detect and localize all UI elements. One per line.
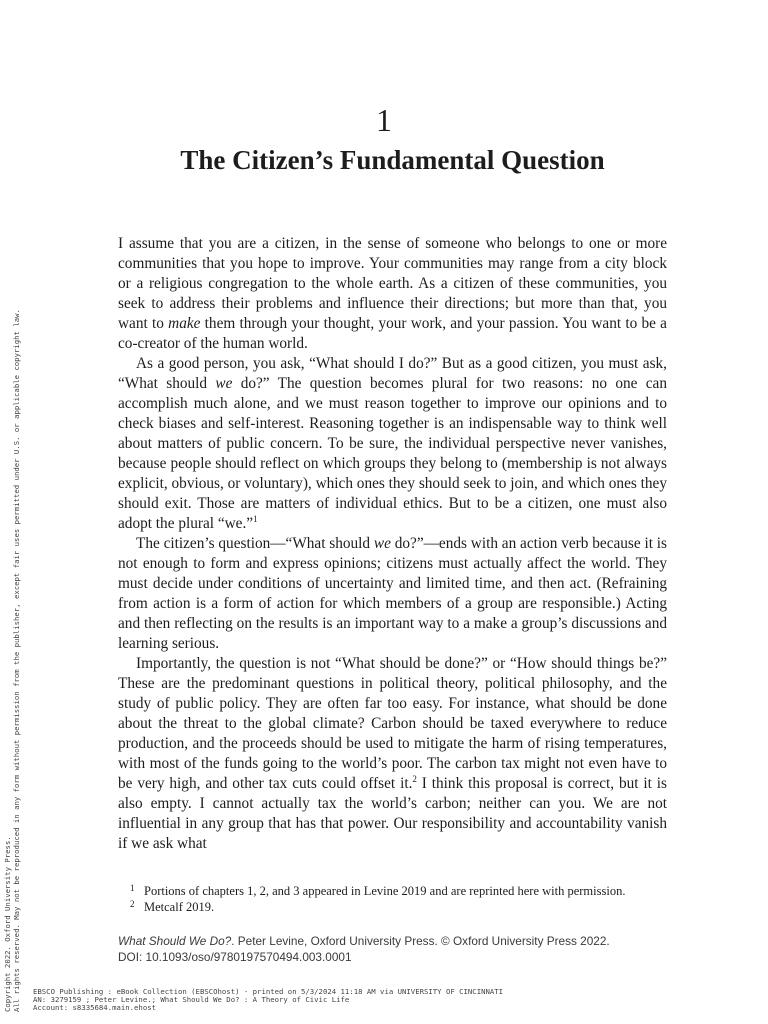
footnote-number: 1 [130,883,135,893]
paragraph-4 [118,654,667,854]
footnote-text: Portions of chapters 1, 2, and 3 appeared in Levine 2019 and are reprinted here with permission. [144,884,626,898]
paragraph-3 [118,534,667,654]
paragraph-text: them through your thought, your work, and your passion. You want to be a co-creator of the human world. [118,315,667,352]
ebsco-footer [33,988,753,1012]
paragraph-text: do?” The question becomes plural for two reasons: no one can accomplish much alone, and we must reason together to improve our opinions and to check biases and self-interest. Reasoning together is an indispensable way to think well about matters of public concern. To be sure, the individual perspective never vanishes, because people should reflect on which groups they belong to (membership is not always explicit, obvious, or voluntary), which ones they should seek to join, and which ones they should exit. Those are matters of individual ethics. But to be a citizen, one must also adopt the plural “we.” [118,375,667,532]
footnotes [118,883,667,915]
paragraph-text: As a good person, you ask, “What should I do?” But as a good citizen, you must ask, “What should [118,355,667,392]
ebsco-line-3: Account: s8335684.main.ehost [33,1003,157,1012]
footnote-text: Metcalf 2019. [144,900,215,914]
paragraph-1 [118,234,667,354]
chapter-number: 1 [376,102,392,138]
footnote-ref-2[interactable]: 2 [412,774,417,784]
ebsco-line-1: EBSCO Publishing : eBook Collection (EBSCOhost) - printed on 5/3/2024 11:18 AM via UNIVERSITY OF CINCINNATI [33,987,504,996]
paragraph-text: I assume that you are a citizen, in the sense of someone who belongs to one or more communities that you hope to improve. Your communities may range from a city block or a religious congregation to the whole earth. As a citizen of these communities, you seek to address their problems and influence their directions; but more than that, you want to [118,235,667,332]
side-copyright-notice [3,309,21,1012]
book-citation [118,933,678,965]
emphasis: we [373,535,391,552]
citation-book-title: What Should We Do? [118,934,232,948]
footnote-2 [118,899,667,915]
copyright-line-2: All rights reserved. May not be reproduced in any form without permission from the publisher, except fair uses permitted under U.S. or applicable copyright law. [11,309,21,1012]
paragraph-text: Importantly, the question is not “What should be done?” or “How should things be?” These are the predominant questions in political theory, political philosophy, and the study of public policy. They are often far too easy. For instance, what should be done about the threat to the global climate? Carbon should be taxed everywhere to reduce production, and the proceeds should be used to mitigate the harm of rising temperatures, with most of the funds going to the world’s poor. The carbon tax might not even have to be very high, and other tax cuts could offset it. [118,655,667,792]
paragraph-2 [118,354,667,534]
citation-publisher: . Peter Levine, Oxford University Press. © Oxford University Press 2022. [231,934,610,948]
chapter-title: The Citizen’s Fundamental Question [180,145,605,175]
ebsco-line-2: AN: 3279159 ; Peter Levine.; What Should We Do? : A Theory of Civic Life [33,995,350,1004]
footnote-1 [118,883,667,899]
citation-line [118,933,678,949]
citation-doi[interactable]: DOI: 10.1093/oso/9780197570494.003.0001 [118,950,352,964]
footnote-number: 2 [130,899,135,909]
paragraph-text: do?”—ends with an action verb because it is not enough to form and express opinions; citizens must actually affect the world. They must decide under conditions of uncertainty and limited time, and then act. (Refraining from action is a form of action for which members of a group are responsible.) Acting and then reflecting on the results is an important way to a make a group’s discussions and learning serious. [118,535,668,652]
copyright-line-1: Copyright 2022. Oxford University Press. [3,836,12,1012]
body-text [118,234,667,854]
footnote-ref-1[interactable]: 1 [253,514,258,524]
paragraph-text: I think this proposal is correct, but it is also empty. I cannot actually tax the world’s carbon; neither can you. We are not influential in any group that has that power. Our responsibility and accountability vanish if we ask what [118,775,667,852]
emphasis: make [168,315,201,332]
paragraph-text: The citizen’s question—“What should [136,535,374,552]
emphasis: we [215,375,233,392]
